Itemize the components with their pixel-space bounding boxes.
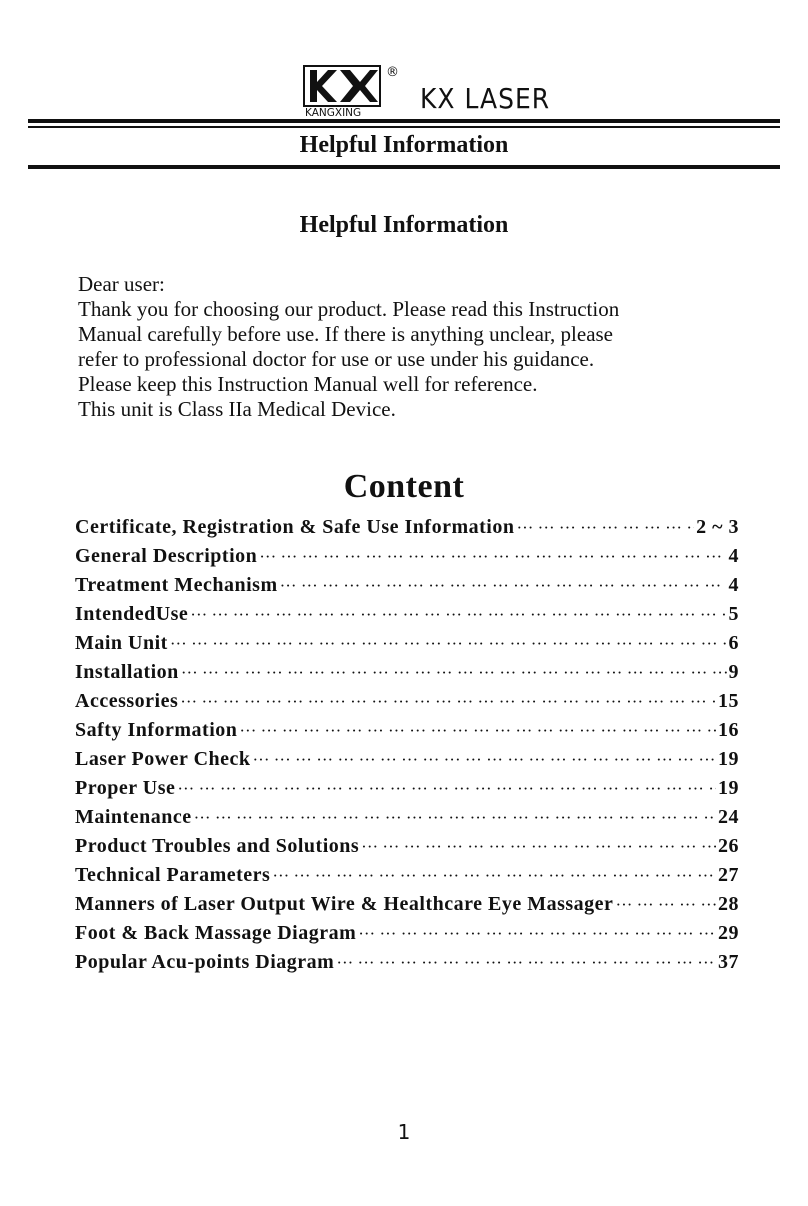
toc-entry-label: Popular Acu-points Diagram <box>75 951 335 973</box>
toc-entry-page: 19 <box>718 748 739 770</box>
toc-entry-label: Certificate, Registration & Safe Use Information <box>75 516 515 538</box>
page-number: 1 <box>397 1120 411 1144</box>
intro-text <box>78 272 758 422</box>
toc-entry[interactable] <box>75 603 739 632</box>
toc-entry-page: 37 <box>718 951 739 973</box>
toc-entry[interactable] <box>75 574 739 603</box>
toc-leader-dots <box>177 777 716 800</box>
toc-leader-dots <box>180 690 716 713</box>
logo-text: KANGXING <box>305 107 362 119</box>
toc-entry-page: 4 <box>728 545 739 567</box>
toc-entry-label: Technical Parameters <box>75 864 271 886</box>
toc-entry[interactable] <box>75 545 739 574</box>
intro-line: Please keep this Instruction Manual well for reference. <box>78 372 538 396</box>
toc-entry[interactable] <box>75 922 739 951</box>
toc-entry[interactable] <box>75 777 739 806</box>
toc-entry[interactable] <box>75 661 739 690</box>
toc-leader-dots <box>272 864 716 887</box>
toc-entry-label: Proper Use <box>75 777 176 799</box>
toc-entry-page: 27 <box>718 864 739 886</box>
toc-entry-label: Treatment Mechanism <box>75 574 278 596</box>
intro-line: refer to professional doctor for use or use under his guidance. <box>78 347 595 371</box>
toc-entry[interactable] <box>75 632 739 661</box>
toc-entry[interactable] <box>75 719 739 748</box>
toc-entry-page: 26 <box>718 835 739 857</box>
toc-leader-dots <box>336 951 716 974</box>
toc-leader-dots <box>170 632 727 655</box>
toc-entry-page: 15 <box>718 690 739 712</box>
toc-leader-dots <box>190 603 726 626</box>
intro-line: This unit is Class IIa Medical Device. <box>78 397 396 421</box>
table-of-contents <box>75 516 739 980</box>
toc-entry-label: Product Troubles and Solutions <box>75 835 360 857</box>
toc-entry-page: 6 <box>728 632 739 654</box>
toc-entry-page: 19 <box>718 777 739 799</box>
toc-leader-dots <box>358 922 716 945</box>
intro-line: Dear user: <box>78 272 165 296</box>
toc-entry-label: Maintenance <box>75 806 192 828</box>
toc-entry-page: 24 <box>718 806 739 828</box>
kangxing-logo <box>300 60 410 120</box>
brand-name: KX LASER <box>420 82 551 115</box>
toc-entry-label: Safty Information <box>75 719 238 741</box>
header-title: Helpful Information <box>299 132 509 158</box>
toc-entry-label: Laser Power Check <box>75 748 251 770</box>
toc-entry-page: 2 ~ 3 <box>696 516 739 538</box>
toc-entry-page: 4 <box>728 574 739 596</box>
toc-entry[interactable] <box>75 748 739 777</box>
toc-entry-label: Accessories <box>75 690 179 712</box>
toc-entry-label: Foot & Back Massage Diagram <box>75 922 357 944</box>
toc-leader-dots <box>615 893 716 916</box>
toc-entry-page: 16 <box>718 719 739 741</box>
toc-leader-dots <box>361 835 716 858</box>
toc-leader-dots <box>516 516 694 539</box>
toc-entry[interactable] <box>75 864 739 893</box>
toc-entry-page: 29 <box>718 922 739 944</box>
toc-entry-label: IntendedUse <box>75 603 189 625</box>
toc-leader-dots <box>253 748 716 771</box>
toc-entry[interactable] <box>75 835 739 864</box>
header-rule-top-thin <box>28 126 780 128</box>
toc-entry-label: General Description <box>75 545 258 567</box>
toc-entry-label: Installation <box>75 661 179 683</box>
toc-entry-label: Main Unit <box>75 632 168 654</box>
toc-entry[interactable] <box>75 690 739 719</box>
toc-entry-label: Manners of Laser Output Wire & Healthcare Eye Massager <box>75 893 614 915</box>
content-title: Content <box>343 468 465 505</box>
toc-entry[interactable] <box>75 893 739 922</box>
intro-line: Thank you for choosing our product. Please read this Instruction <box>78 297 620 321</box>
toc-leader-dots <box>259 545 726 568</box>
toc-leader-dots <box>194 806 716 829</box>
toc-entry-page: 28 <box>718 893 739 915</box>
intro-line: Manual carefully before use. If there is anything unclear, please <box>78 322 614 346</box>
toc-leader-dots <box>181 661 727 684</box>
toc-leader-dots <box>239 719 716 742</box>
page-header <box>0 0 808 175</box>
section-title: Helpful Information <box>299 212 509 238</box>
header-rule-top <box>28 119 780 123</box>
header-rule-bottom <box>28 165 780 169</box>
toc-entry-page: 5 <box>728 603 739 625</box>
toc-entry[interactable] <box>75 516 739 545</box>
toc-entry[interactable] <box>75 806 739 835</box>
registered-mark: ® <box>386 65 399 80</box>
toc-entry-page: 9 <box>728 661 739 683</box>
toc-entry[interactable] <box>75 951 739 980</box>
toc-leader-dots <box>280 574 727 597</box>
